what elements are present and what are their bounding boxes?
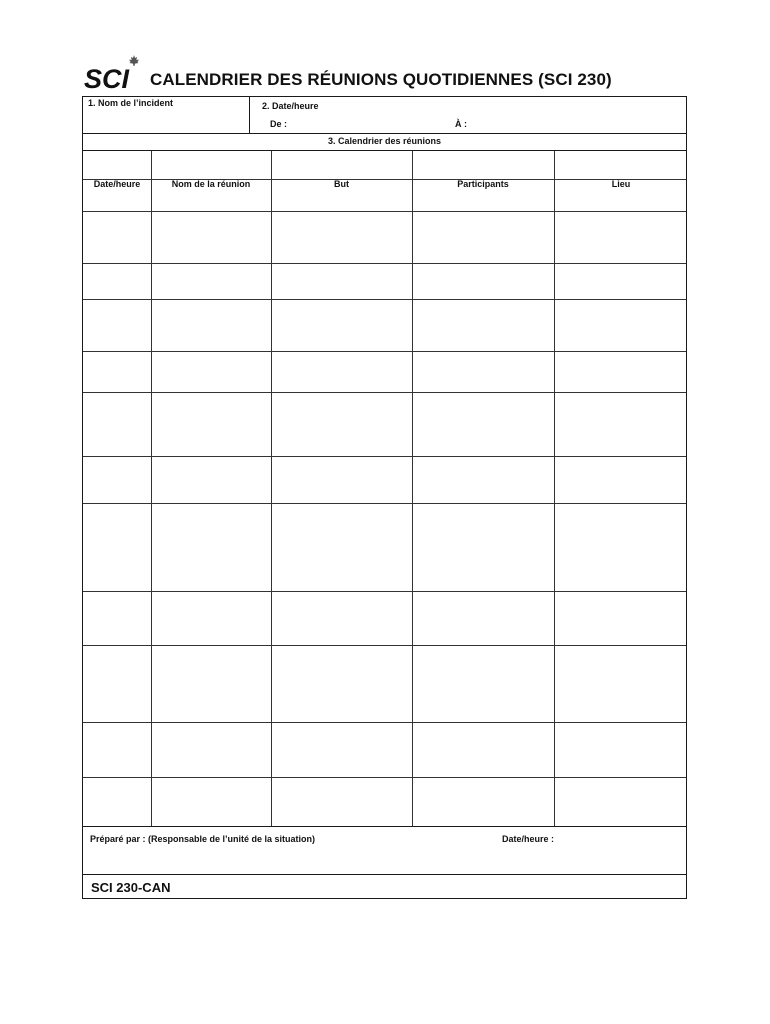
form-code: SCI 230-CAN <box>91 880 171 895</box>
divider <box>83 826 686 827</box>
page-title: CALENDRIER DES RÉUNIONS QUOTIDIENNES (SCI 230) <box>150 70 612 89</box>
column-header-meeting-name: Nom de la réunion <box>171 179 251 189</box>
table-row[interactable] <box>83 457 686 503</box>
footer-datetime-field[interactable] <box>563 831 681 871</box>
column-header-location: Lieu <box>611 179 631 189</box>
divider <box>83 133 686 134</box>
incident-name-field[interactable] <box>90 111 244 131</box>
table-row[interactable] <box>83 264 686 299</box>
table-row[interactable] <box>83 592 686 645</box>
sci-logo <box>82 52 144 94</box>
table-row[interactable] <box>83 778 686 825</box>
table-row[interactable] <box>83 723 686 777</box>
schedule-table <box>83 151 686 826</box>
to-field[interactable] <box>473 116 673 130</box>
svg-text:SCI: SCI <box>84 64 130 94</box>
prepared-by-label: Préparé par : (Responsable de l’unité de la situation) <box>90 834 316 844</box>
table-row[interactable] <box>83 212 686 263</box>
prepared-by-field[interactable] <box>90 849 490 871</box>
divider <box>83 874 686 875</box>
header-divider <box>249 97 250 133</box>
schedule-section-label: 3. Calendrier des réunions <box>327 136 442 146</box>
incident-name-label: 1. Nom de l’incident <box>88 98 174 108</box>
from-label: De : <box>270 119 288 129</box>
table-row[interactable] <box>83 300 686 351</box>
table-row[interactable] <box>83 504 686 591</box>
meeting-schedule-form <box>82 96 687 899</box>
datetime-label: 2. Date/heure <box>262 101 319 111</box>
table-row[interactable] <box>83 646 686 722</box>
table-row[interactable] <box>83 393 686 456</box>
from-field[interactable] <box>293 116 443 130</box>
to-label: À : <box>455 119 467 129</box>
table-row[interactable] <box>83 352 686 392</box>
maple-leaf-icon <box>129 55 139 66</box>
column-header-datetime: Date/heure <box>93 179 141 189</box>
column-header-participants: Participants <box>457 179 509 189</box>
footer-datetime-label: Date/heure : <box>502 834 555 844</box>
column-header-purpose: But <box>334 179 349 189</box>
